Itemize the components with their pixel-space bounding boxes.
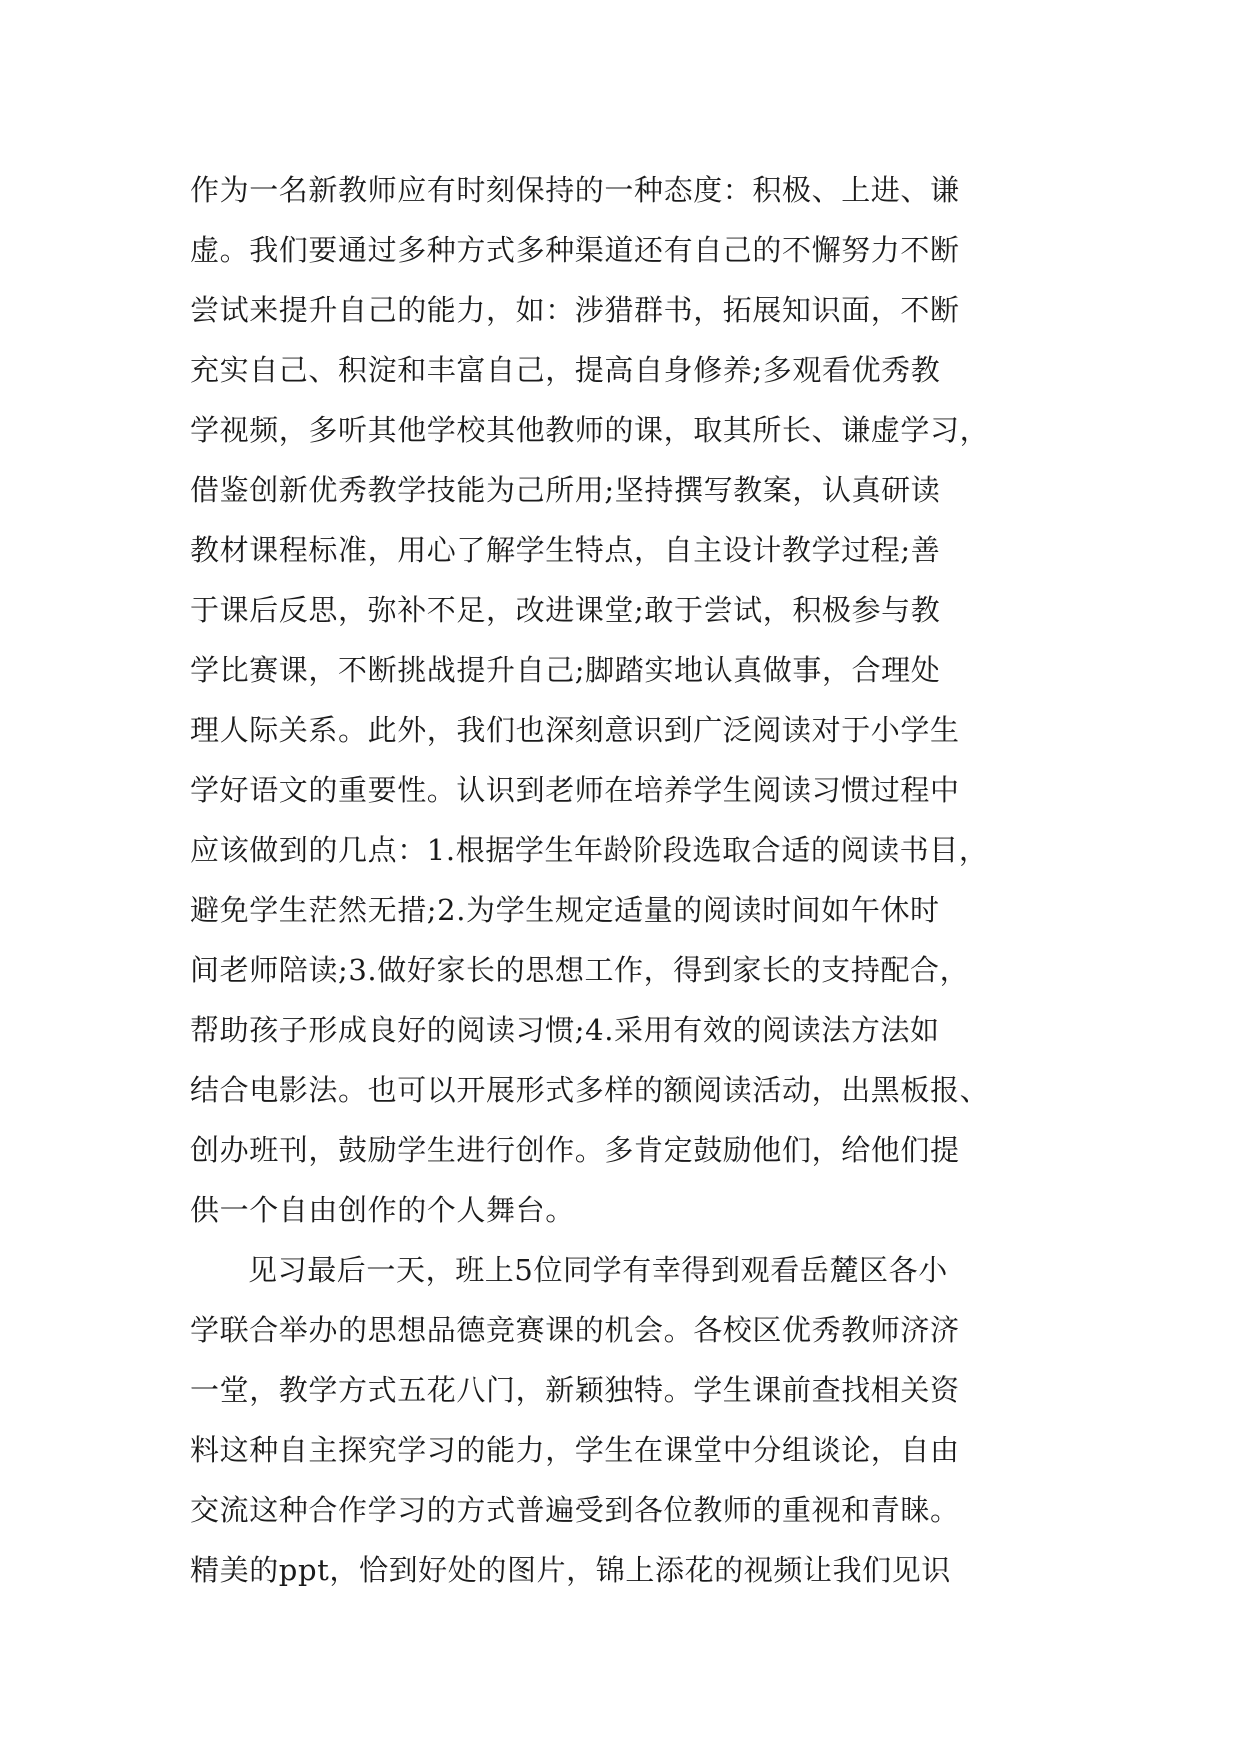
text-line: 见习最后一天，班上5位同学有幸得到观看岳麓区各小 (248, 1253, 948, 1287)
text-line: 应该做到的几点：1.根据学生年龄阶段选取合适的阅读书目， (190, 833, 989, 867)
paragraph-2 (190, 1240, 1070, 1600)
text-line: 精美的ppt，恰到好处的图片，锦上添花的视频让我们见识 (190, 1553, 951, 1587)
text-line: 帮助孩子形成良好的阅读习惯;4.采用有效的阅读法方法如 (190, 1013, 940, 1047)
text-line: 理人际关系。此外，我们也深刻意识到广泛阅读对于小学生 (190, 713, 960, 747)
text-line: 避免学生茫然无措;2.为学生规定适量的阅读时间如午休时 (190, 893, 940, 927)
text-line: 尝试来提升自己的能力，如：涉猎群书，拓展知识面，不断 (190, 293, 960, 327)
text-line: 作为一名新教师应有时刻保持的一种态度：积极、上进、谦 (190, 173, 960, 207)
text-line: 学比赛课，不断挑战提升自己;脚踏实地认真做事，合理处 (190, 653, 941, 687)
text-line: 料这种自主探究学习的能力，学生在课堂中分组谈论，自由 (190, 1433, 960, 1467)
text-line: 学视频，多听其他学校其他教师的课，取其所长、谦虚学习， (190, 413, 990, 447)
text-line: 教材课程标准，用心了解学生特点，自主设计教学过程;善 (190, 533, 941, 567)
text-line: 学联合举办的思想品德竞赛课的机会。各校区优秀教师济济 (190, 1313, 960, 1347)
text-line: 借鉴创新优秀教学技能为己所用;坚持撰写教案，认真研读 (190, 473, 941, 507)
text-line: 虚。我们要通过多种方式多种渠道还有自己的不懈努力不断 (190, 233, 960, 267)
text-line: 一堂，教学方式五花八门，新颖独特。学生课前查找相关资 (190, 1373, 960, 1407)
text-line: 交流这种合作学习的方式普遍受到各位教师的重视和青睐。 (190, 1493, 960, 1527)
text-line: 充实自己、积淀和丰富自己，提高自身修养;多观看优秀教 (190, 353, 941, 387)
text-line: 间老师陪读;3.做好家长的思想工作，得到家长的支持配合， (190, 953, 970, 987)
paragraph-1 (190, 160, 1070, 1240)
document-body (190, 160, 1070, 1600)
text-line: 结合电影法。也可以开展形式多样的额阅读活动，出黑板报、 (190, 1073, 990, 1107)
text-line: 供一个自由创作的个人舞台。 (190, 1193, 575, 1227)
text-line: 学好语文的重要性。认识到老师在培养学生阅读习惯过程中 (190, 773, 960, 807)
text-line: 创办班刊，鼓励学生进行创作。多肯定鼓励他们，给他们提 (190, 1133, 960, 1167)
text-line: 于课后反思，弥补不足，改进课堂;敢于尝试，积极参与教 (190, 593, 941, 627)
